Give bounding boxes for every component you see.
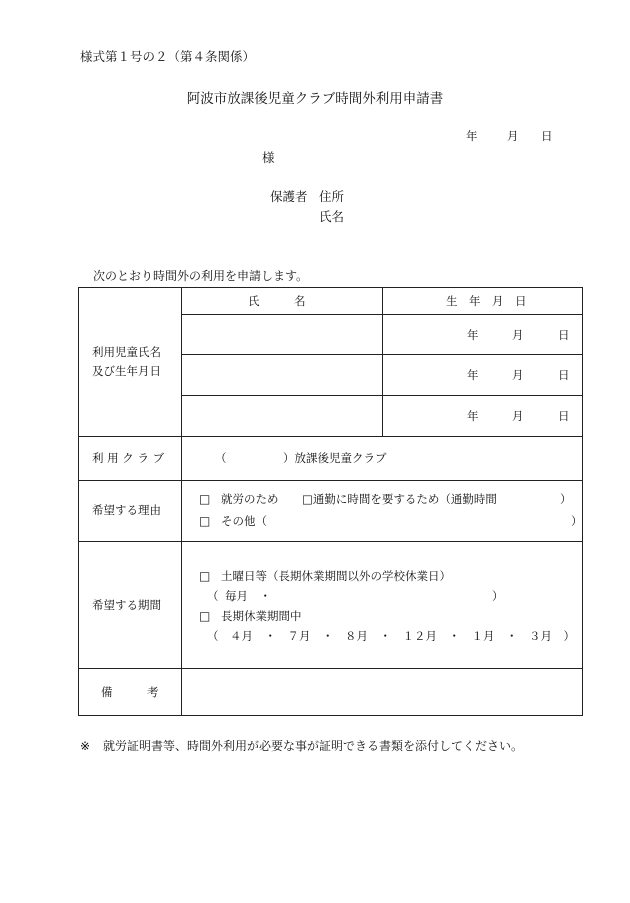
birthdate-column-header: 生 年 月 日	[446, 294, 527, 308]
page-title: 阿波市放課後児童クラブ時間外利用申請書	[186, 91, 444, 107]
birth-day-label: 日	[558, 409, 570, 423]
other-reason-label: その他（	[221, 514, 267, 528]
period-row-label: 希望する期間	[92, 598, 161, 612]
section-divider	[79, 436, 582, 437]
monthly-open-paren: （	[207, 589, 219, 603]
monthly-close-paren: ）	[492, 589, 504, 603]
birth-month-label: 月	[512, 328, 524, 342]
club-suffix: ）放課後児童クラブ	[283, 451, 387, 465]
birth-day-label: 日	[558, 328, 570, 342]
application-date-month-label: 月	[507, 129, 519, 143]
commute-close-paren: ）	[560, 492, 572, 506]
other-reason-close-paren: ）	[571, 514, 583, 528]
other-reason-checkbox[interactable]: □	[199, 514, 211, 528]
addressee-suffix: 様	[262, 150, 275, 165]
remarks-row-label: 備 考	[101, 685, 159, 699]
club-name-field[interactable]	[231, 448, 281, 468]
form-id: 様式第１号の２（第４条関係）	[80, 49, 256, 64]
section-divider	[79, 541, 582, 542]
birth-day-label: 日	[558, 368, 570, 382]
label-column-divider	[181, 288, 182, 715]
children-row-label: 利用児童氏名	[92, 345, 161, 359]
birth-year-label: 年	[467, 409, 479, 423]
saturday-checkbox[interactable]: □	[199, 569, 211, 583]
child-name-field[interactable]	[183, 315, 381, 353]
child-name-field[interactable]	[183, 396, 381, 435]
children-row-label: 及び生年月日	[92, 364, 161, 378]
footnote-mark: ※	[80, 739, 91, 753]
child-name-field[interactable]	[183, 355, 381, 394]
address-label: 住所	[319, 189, 345, 204]
guardian-name-label: 氏名	[319, 209, 345, 224]
footnote-text: 就労証明書等、時間外利用が必要な事が証明できる書類を添付してください。	[103, 739, 524, 753]
employment-checkbox[interactable]: □	[199, 492, 211, 506]
application-table	[78, 287, 583, 716]
monthly-text: 毎月 ・	[225, 589, 271, 603]
birth-month-label: 月	[512, 409, 524, 423]
saturday-option-label: 土曜日等（長期休業期間以外の学校休業日）	[221, 569, 451, 583]
section-divider	[79, 480, 582, 481]
guardian-label: 保護者	[270, 189, 308, 204]
section-divider	[79, 668, 582, 669]
long-vacation-label: 長期休業期間中	[221, 609, 302, 623]
club-row-label: 利 用 ク ラ ブ	[92, 451, 165, 465]
application-date-year-label: 年	[466, 129, 478, 143]
application-date-day-label: 日	[541, 129, 553, 143]
vacation-months-list: （ ４月 ・ ７月 ・ ８月 ・ １２月 ・ １月 ・ ３月 ）	[207, 629, 575, 643]
club-open-paren: （	[215, 451, 227, 465]
name-birth-divider	[382, 288, 383, 436]
reason-row-label: 希望する理由	[92, 503, 161, 517]
name-column-header: 氏 名	[248, 294, 306, 308]
birth-year-label: 年	[467, 368, 479, 382]
remarks-field[interactable]	[183, 670, 581, 714]
birth-month-label: 月	[512, 368, 524, 382]
birth-year-label: 年	[467, 328, 479, 342]
long-vacation-checkbox[interactable]: □	[199, 609, 211, 623]
intro-text: 次のとおり時間外の利用を申請します。	[93, 269, 309, 283]
employment-option-label: 就労のため	[221, 492, 279, 506]
commute-option-label[interactable]: □通勤に時間を要するため（通勤時間	[302, 492, 497, 506]
